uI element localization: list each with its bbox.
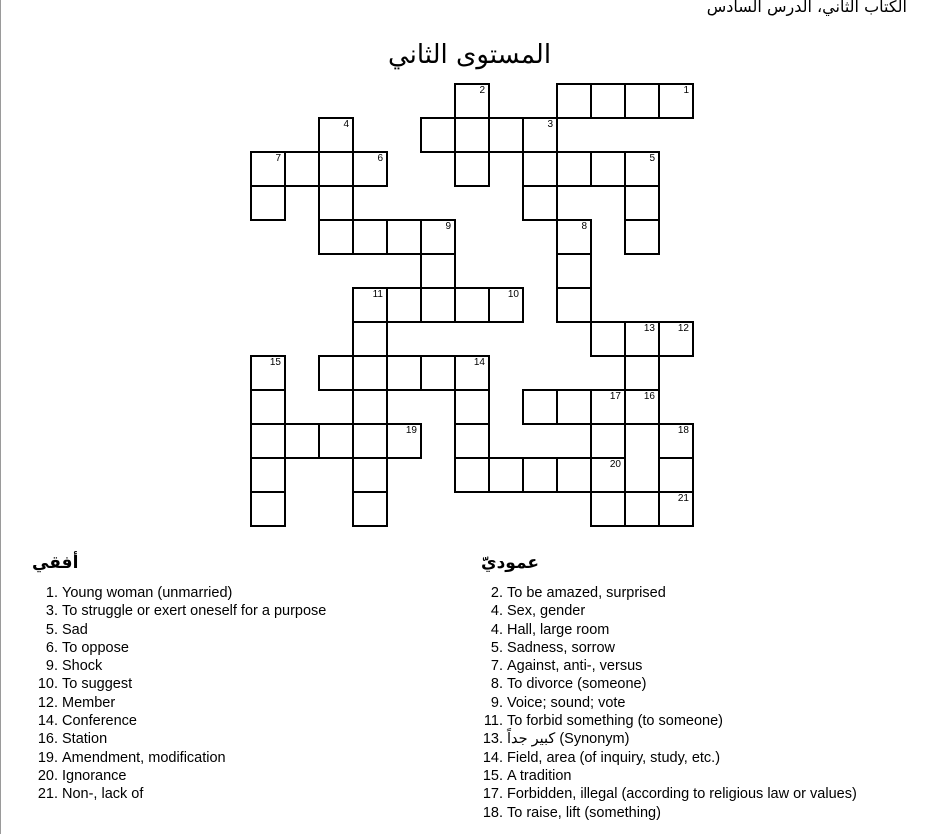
crossword-cell-19[interactable] — [386, 423, 422, 459]
crossword-cell[interactable] — [284, 423, 320, 459]
clue-number: 10 — [507, 289, 519, 300]
clue-number: 9. — [490, 694, 503, 711]
clue-number: 17 — [609, 391, 621, 402]
down-clue — [473, 694, 857, 712]
clue-number: 9. — [45, 658, 58, 675]
book-lesson-header: الكتاب الثاني، الدرس السادس — [706, 0, 907, 16]
crossword-cell[interactable] — [624, 83, 660, 119]
crossword-cell-1[interactable] — [658, 83, 694, 119]
clue-text: To struggle or exert oneself for a purpose — [62, 603, 327, 620]
crossword-cell[interactable] — [250, 185, 286, 221]
clue-number: 8. — [490, 676, 503, 693]
across-clue — [28, 621, 326, 639]
crossword-cell[interactable] — [352, 219, 388, 255]
crossword-cell[interactable] — [318, 151, 354, 187]
clue-number: 16 — [643, 391, 655, 402]
clue-text: Forbidden, illegal (according to religious law or values) — [507, 786, 857, 803]
down-clue — [473, 675, 857, 693]
clue-text: Shock — [62, 658, 103, 675]
clue-number: 7. — [490, 658, 503, 675]
crossword-cell[interactable] — [420, 253, 456, 289]
clue-text: To forbid something (to someone) — [507, 713, 723, 730]
crossword-cell-9[interactable] — [420, 219, 456, 255]
clue-text: Member — [62, 694, 116, 711]
crossword-cell[interactable] — [352, 355, 388, 391]
clue-number: 20 — [609, 459, 621, 470]
clue-number: 11. — [483, 713, 503, 730]
clue-number: 16. — [37, 731, 58, 748]
clue-number: 14 — [473, 357, 485, 368]
crossword-cell[interactable] — [352, 457, 388, 493]
crossword-cell-18[interactable] — [658, 423, 694, 459]
crossword-cell[interactable] — [318, 355, 354, 391]
crossword-cell-14[interactable] — [454, 355, 490, 391]
crossword-cell[interactable] — [420, 287, 456, 323]
across-clue — [28, 584, 326, 602]
down-clue — [473, 712, 857, 730]
clue-number: 21 — [677, 493, 689, 504]
down-clue — [473, 804, 857, 822]
clue-number: 2 — [479, 85, 485, 96]
clue-number: 15. — [482, 767, 503, 784]
clue-number: 13. — [482, 731, 503, 748]
crossword-cell[interactable] — [556, 83, 592, 119]
crossword-cell[interactable] — [522, 389, 558, 425]
crossword-cell[interactable] — [624, 355, 660, 391]
across-clue — [28, 767, 326, 785]
clue-text: To raise, lift (something) — [507, 804, 661, 821]
clue-number: 14. — [37, 713, 58, 730]
crossword-cell[interactable] — [556, 389, 592, 425]
crossword-cell[interactable] — [624, 491, 660, 527]
crossword-cell-11[interactable] — [352, 287, 388, 323]
crossword-cell[interactable] — [420, 117, 456, 153]
down-clue — [473, 657, 857, 675]
crossword-cell[interactable] — [658, 457, 694, 493]
clue-number: 1. — [45, 585, 58, 601]
clue-number: 8 — [581, 221, 587, 232]
crossword-cell[interactable] — [318, 423, 354, 459]
clue-number: 12 — [677, 323, 689, 334]
crossword-cell[interactable] — [352, 423, 388, 459]
clue-text: Conference — [62, 713, 137, 730]
clue-text: To oppose — [62, 639, 129, 656]
clue-number: 17. — [482, 786, 503, 803]
crossword-cell[interactable] — [590, 321, 626, 357]
crossword-cell-7[interactable] — [250, 151, 286, 187]
across-heading: أفقي — [32, 553, 79, 573]
clue-number: 5 — [649, 153, 655, 164]
crossword-cell-4[interactable] — [318, 117, 354, 153]
across-clue — [28, 785, 326, 803]
down-clue — [473, 621, 857, 639]
clue-number: 5. — [45, 621, 58, 638]
clue-text: Voice; sound; vote — [507, 694, 626, 711]
clue-number: 19 — [405, 425, 417, 436]
across-clue — [28, 602, 326, 620]
crossword-cell[interactable] — [454, 117, 490, 153]
across-clue — [28, 749, 326, 767]
crossword-cell[interactable] — [488, 117, 524, 153]
across-clue — [28, 712, 326, 730]
crossword-cell[interactable] — [488, 457, 524, 493]
crossword-cell[interactable] — [250, 491, 286, 527]
clue-number: 12. — [37, 694, 58, 711]
clue-text: To be amazed, surprised — [507, 585, 666, 601]
clue-text: To suggest — [62, 676, 133, 693]
clue-number: 18 — [677, 425, 689, 436]
across-clue — [28, 639, 326, 657]
clue-text: Against, anti-, versus — [507, 658, 643, 675]
across-clue — [28, 730, 326, 748]
clue-text: Sadness, sorrow — [507, 639, 615, 656]
crossword-cell-17[interactable] — [590, 389, 626, 425]
crossword-cell[interactable] — [556, 253, 592, 289]
down-heading: عموديّ — [481, 553, 539, 573]
crossword-cell-5[interactable] — [624, 151, 660, 187]
crossword-cell[interactable] — [454, 151, 490, 187]
clue-number: 21. — [37, 786, 58, 803]
clue-text: Field, area (of inquiry, study, etc.) — [507, 749, 721, 766]
crossword-cell[interactable] — [250, 457, 286, 493]
clue-number: 9 — [445, 221, 451, 232]
down-clue — [473, 584, 857, 602]
crossword-cell[interactable] — [250, 389, 286, 425]
crossword-cell[interactable] — [386, 287, 422, 323]
crossword-cell[interactable] — [318, 219, 354, 255]
crossword-cell-6[interactable] — [352, 151, 388, 187]
crossword-cell[interactable] — [590, 423, 626, 459]
clue-number: 6 — [377, 153, 383, 164]
crossword-cell-21[interactable] — [658, 491, 694, 527]
clue-number: 6. — [45, 639, 58, 656]
crossword-cell[interactable] — [454, 423, 490, 459]
down-clue — [473, 639, 857, 657]
clue-number: 15 — [269, 357, 281, 368]
crossword-cell-2[interactable] — [454, 83, 490, 119]
clue-number: 19. — [37, 749, 58, 766]
crossword-cell-16[interactable] — [624, 389, 660, 425]
clue-text: Station — [62, 731, 108, 748]
crossword-cell[interactable] — [454, 389, 490, 425]
crossword-cell-8[interactable] — [556, 219, 592, 255]
crossword-cell[interactable] — [284, 151, 320, 187]
crossword-cell-15[interactable] — [250, 355, 286, 391]
crossword-cell[interactable] — [556, 151, 592, 187]
clue-number: 3. — [45, 603, 58, 620]
crossword-cell[interactable] — [522, 185, 558, 221]
clue-number: 1 — [683, 85, 689, 96]
clue-number: 14. — [482, 749, 503, 766]
crossword-cell[interactable] — [624, 219, 660, 255]
clue-number: 20. — [37, 767, 58, 784]
crossword-cell[interactable] — [352, 321, 388, 357]
clue-number: 3 — [547, 119, 553, 130]
clue-number: 18. — [482, 804, 503, 821]
crossword-cell-3[interactable] — [522, 117, 558, 153]
crossword-cell[interactable] — [522, 151, 558, 187]
crossword-cell-10[interactable] — [488, 287, 524, 323]
crossword-cell-12[interactable] — [658, 321, 694, 357]
crossword-cell-20[interactable] — [590, 457, 626, 493]
clue-text: To divorce (someone) — [507, 676, 647, 693]
clue-text: Hall, large room — [507, 621, 610, 638]
clue-number: 2. — [490, 585, 503, 601]
crossword-cell[interactable] — [590, 83, 626, 119]
clue-number: 4 — [343, 119, 349, 130]
crossword-cell[interactable] — [556, 457, 592, 493]
crossword-cell[interactable] — [522, 457, 558, 493]
crossword-cell[interactable] — [318, 185, 354, 221]
clue-text: كبير جداً (Synonym) — [507, 731, 630, 748]
crossword-cell[interactable] — [352, 389, 388, 425]
clue-number: 11 — [372, 289, 383, 300]
crossword-cell[interactable] — [386, 219, 422, 255]
down-clue — [473, 767, 857, 785]
crossword-cell[interactable] — [624, 185, 660, 221]
down-clue — [473, 730, 857, 748]
clue-text: Ignorance — [62, 767, 127, 784]
across-clue-list — [28, 584, 326, 804]
down-clue-list — [473, 584, 857, 822]
clue-number: 4. — [490, 621, 503, 638]
clue-number: 4. — [490, 603, 503, 620]
crossword-cell[interactable] — [352, 491, 388, 527]
clue-text: A tradition — [507, 767, 572, 784]
clue-number: 7 — [275, 153, 281, 164]
clue-text: Non-, lack of — [62, 786, 144, 803]
clue-text: Young woman (unmarried) — [62, 585, 233, 601]
crossword-cell[interactable] — [454, 287, 490, 323]
clue-number: 5. — [490, 639, 503, 656]
page-title: المستوى الثاني — [387, 40, 552, 70]
crossword-cell[interactable] — [590, 491, 626, 527]
clue-text: Amendment, modification — [62, 749, 226, 766]
crossword-cell[interactable] — [556, 287, 592, 323]
crossword-cell-13[interactable] — [624, 321, 660, 357]
crossword-cell[interactable] — [250, 423, 286, 459]
clue-number: 10. — [37, 676, 58, 693]
clue-text: Sad — [62, 621, 88, 638]
crossword-cell[interactable] — [420, 355, 456, 391]
crossword-cell[interactable] — [590, 151, 626, 187]
down-clue — [473, 602, 857, 620]
down-clue — [473, 749, 857, 767]
crossword-cell[interactable] — [386, 355, 422, 391]
clue-number: 13 — [643, 323, 655, 334]
across-clue — [28, 694, 326, 712]
clue-text: Sex, gender — [507, 603, 586, 620]
across-clue — [28, 657, 326, 675]
down-clue — [473, 785, 857, 803]
crossword-cell[interactable] — [454, 457, 490, 493]
across-clue — [28, 675, 326, 693]
